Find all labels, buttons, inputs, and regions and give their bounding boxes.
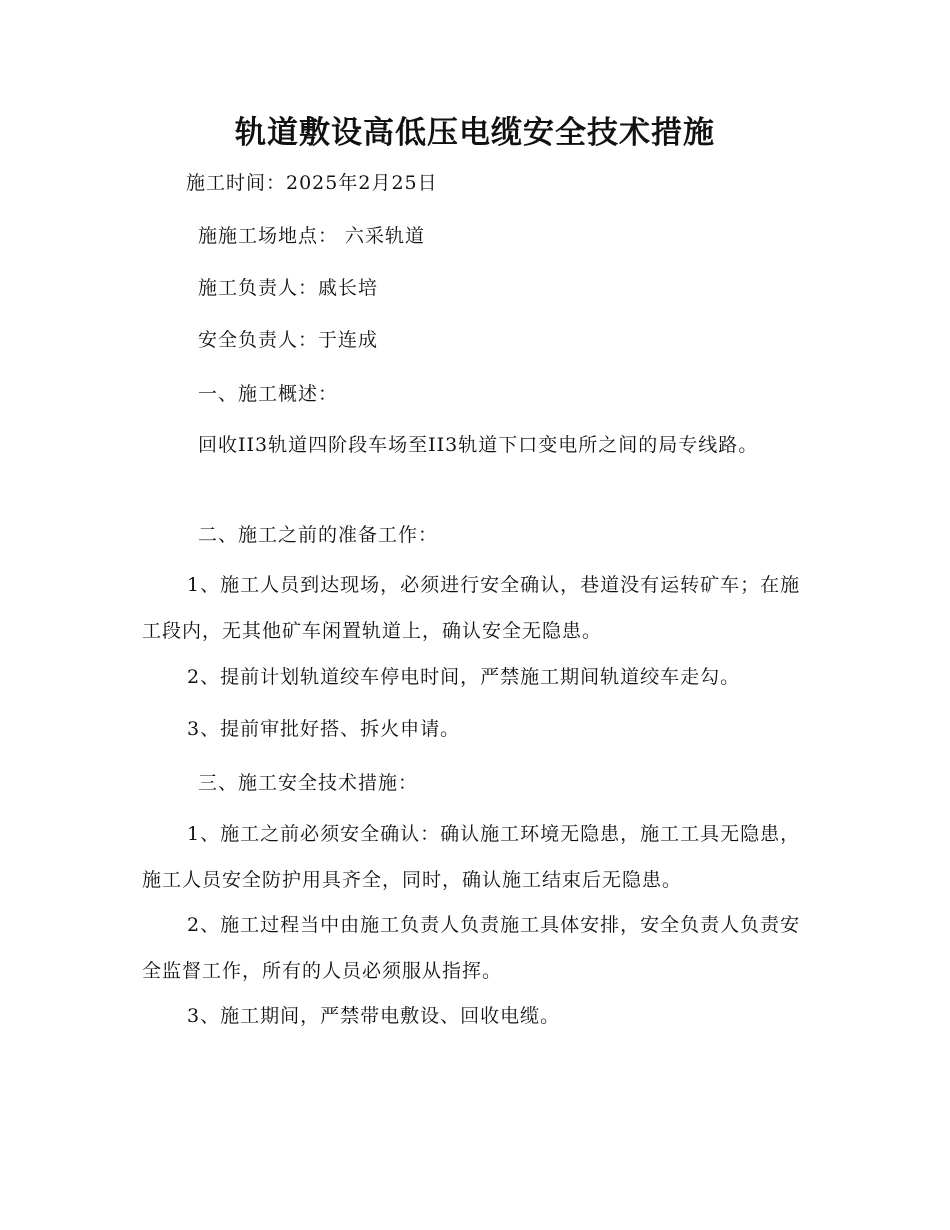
safety-measure-item: 3、施工期间，严禁带电敷设、回收电缆。 [187,1005,561,1027]
section-overview-body: 回收II3轨道四阶段车场至II3轨道下口变电所之间的局专线路。 [198,434,759,456]
section-heading-preparation: 二、施工之前的准备工作： [198,524,439,546]
section-heading-safety-measures: 三、施工安全技术措施： [198,772,419,794]
preparation-item: 3、提前审批好搭、拆火申请。 [187,718,461,740]
safety-measure-item: 2、施工过程当中由施工负责人负责施工具体安排，安全负责人负责安全监督工作，所有的人员必须服从指挥。 [142,914,801,982]
construction-leader: 施工负责人：戚长培 [198,277,379,299]
preparation-item: 1、施工人员到达现场，必须进行安全确认，巷道没有运转矿车；在施工段内，无其他矿车闲置轨道上，确认安全无隐患。 [142,574,801,642]
safety-measure-item: 1、施工之前必须安全确认：确认施工环境无隐患，施工工具无隐患，施工人员安全防护用具齐全，同时，确认施工结束后无隐患。 [142,823,801,891]
document-title: 轨道敷设高低压电缆安全技术措施 [235,115,715,151]
section-heading-overview: 一、施工概述： [198,383,339,405]
construction-time: 施工时间：2025年2月25日 [186,172,438,194]
construction-place: 施施工场地点： 六采轨道 [198,225,426,247]
safety-leader: 安全负责人：于连成 [198,329,379,351]
preparation-item: 2、提前计划轨道绞车停电时间，严禁施工期间轨道绞车走勾。 [187,666,741,688]
